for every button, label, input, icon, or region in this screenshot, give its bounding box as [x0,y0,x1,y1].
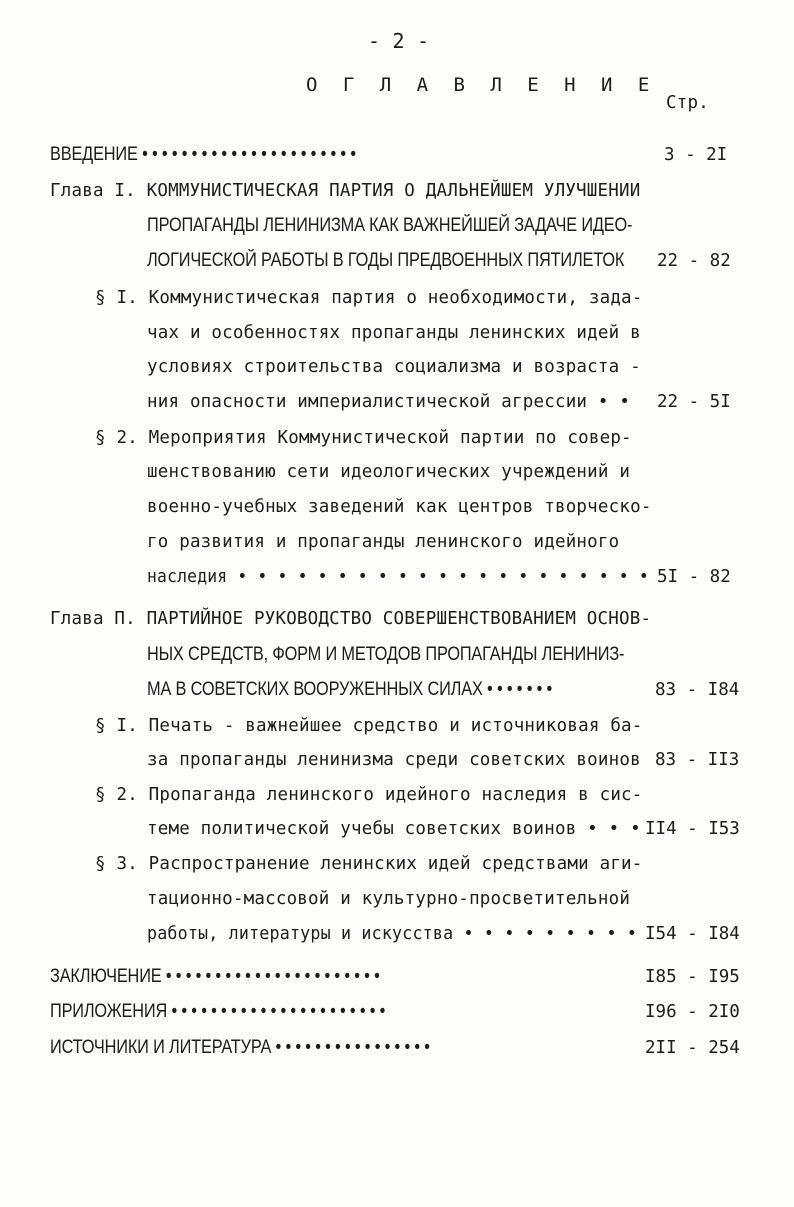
toc-chapter-2-line-1: Глава П. ПАРТИЙНОЕ РУКОВОДСТВО СОВЕРШЕНСТВОВАНИЕМ ОСНОВ- [50,609,652,629]
toc-pages-appendices: I96 - 2I0 [645,1002,740,1022]
toc-section-1-1-line-2: чах и особенностях пропаганды ленинских идей в [147,323,641,343]
toc-section-2-3-line-3: работы, литературы и искусства • • • • • • • • • [147,924,638,944]
toc-section-2-2-line-1: § 2. Пропаганда ленинского идейного наследия в сис- [95,785,643,805]
toc-section-1-2-line-4: го развития и пропаганды ленинского идейного [147,532,620,552]
toc-pages-section-1-2: 5I - 82 [657,567,731,587]
toc-pages-conclusion: I85 - I95 [645,967,740,987]
toc-title: О Г Л А В Л Е Н И Е [306,74,657,96]
toc-chapter-1-line-1 [50,180,640,202]
toc-pages-section-2-2: II4 - I53 [645,819,740,839]
toc-entry-introduction: ВВЕДЕНИЕ • • • • • • • • • • • • • • • • • • • • • • [50,144,356,165]
toc-chapter-1-text: Глава I. КОММУНИСТИЧЕСКАЯ ПАРТИЯ О ДАЛЬНЕЙШЕМ УЛУЧШЕНИИ [50,181,641,201]
toc-section-1-1-line-1: § I. Коммунистическая партия о необходимости, зада- [95,288,643,308]
toc-entry-appendices: ПРИЛОЖЕНИЯ • • • • • • • • • • • • • • • • • • • • • • [50,1001,386,1022]
page-number: - 2 - [368,29,430,53]
toc-section-1-2-line-1: § 2. Мероприятия Коммунистической партии по совер- [95,428,632,448]
toc-pages-chapter-1: 22 - 82 [657,251,731,271]
toc-section-2-2-line-2: теме политической учебы советских воинов • • • [147,819,641,839]
toc-pages-chapter-2: 83 - I84 [655,680,740,700]
toc-pages-section-2-1: 83 - II3 [655,750,740,770]
toc-pages-sources: 2II - 254 [645,1038,740,1058]
toc-section-2-1-line-2: за пропаганды ленинизма среди советских воинов [147,750,641,770]
toc-section-1-1-line-4: ния опасности империалистической агрессии • • [147,392,631,412]
toc-chapter-2-line-2: НЫХ СРЕДСТВ, ФОРМ И МЕТОДОВ ПРОПАГАНДЫ ЛЕНИНИЗ- [147,644,625,665]
toc-section-2-3-line-2: тационно-массовой и культурно-просветительной [147,889,631,909]
pages-column-header: Стр. [666,93,709,113]
toc-entry-conclusion: ЗАКЛЮЧЕНИЕ • • • • • • • • • • • • • • • • • • • • • • [50,966,380,987]
toc-chapter-1-line-2: ПРОПАГАНДЫ ЛЕНИНИЗМА КАК ВАЖНЕЙШЕЙ ЗАДАЧЕ ИДЕО- [147,215,633,236]
toc-section-2-3-line-1: § 3. Распространение ленинских идей средствами аги- [95,854,643,874]
toc-pages-section-2-3: I54 - I84 [645,924,740,944]
toc-pages-section-1-1: 22 - 5I [657,392,731,412]
toc-chapter-1-line-3: ЛОГИЧЕСКОЙ РАБОТЫ В ГОДЫ ПРЕДВОЕННЫХ ПЯТИЛЕТОК [147,250,625,271]
toc-section-1-1-line-3: условиях строительства социализма и возраста - [147,357,641,377]
toc-section-1-2-line-3: военно-учебных заведений как центров творческо- [147,497,652,517]
toc-entry-sources: ИСТОЧНИКИ И ЛИТЕРАТУРА • • • • • • • • • • • • • • • • [50,1037,430,1058]
toc-section-2-1-line-1: § I. Печать - важнейшее средство и источниковая ба- [95,716,643,736]
toc-section-1-2-line-5: наследия • • • • • • • • • • • • • • • • • • • • • [147,567,649,587]
toc-section-1-2-line-2: шенствованию сети идеологических учреждений и [147,462,631,482]
toc-pages-introduction: 3 - 2I [664,145,728,165]
toc-chapter-2-line-3: МА В СОВЕТСКИХ ВООРУЖЕННЫХ СИЛАХ • • • • • • • [147,679,553,700]
